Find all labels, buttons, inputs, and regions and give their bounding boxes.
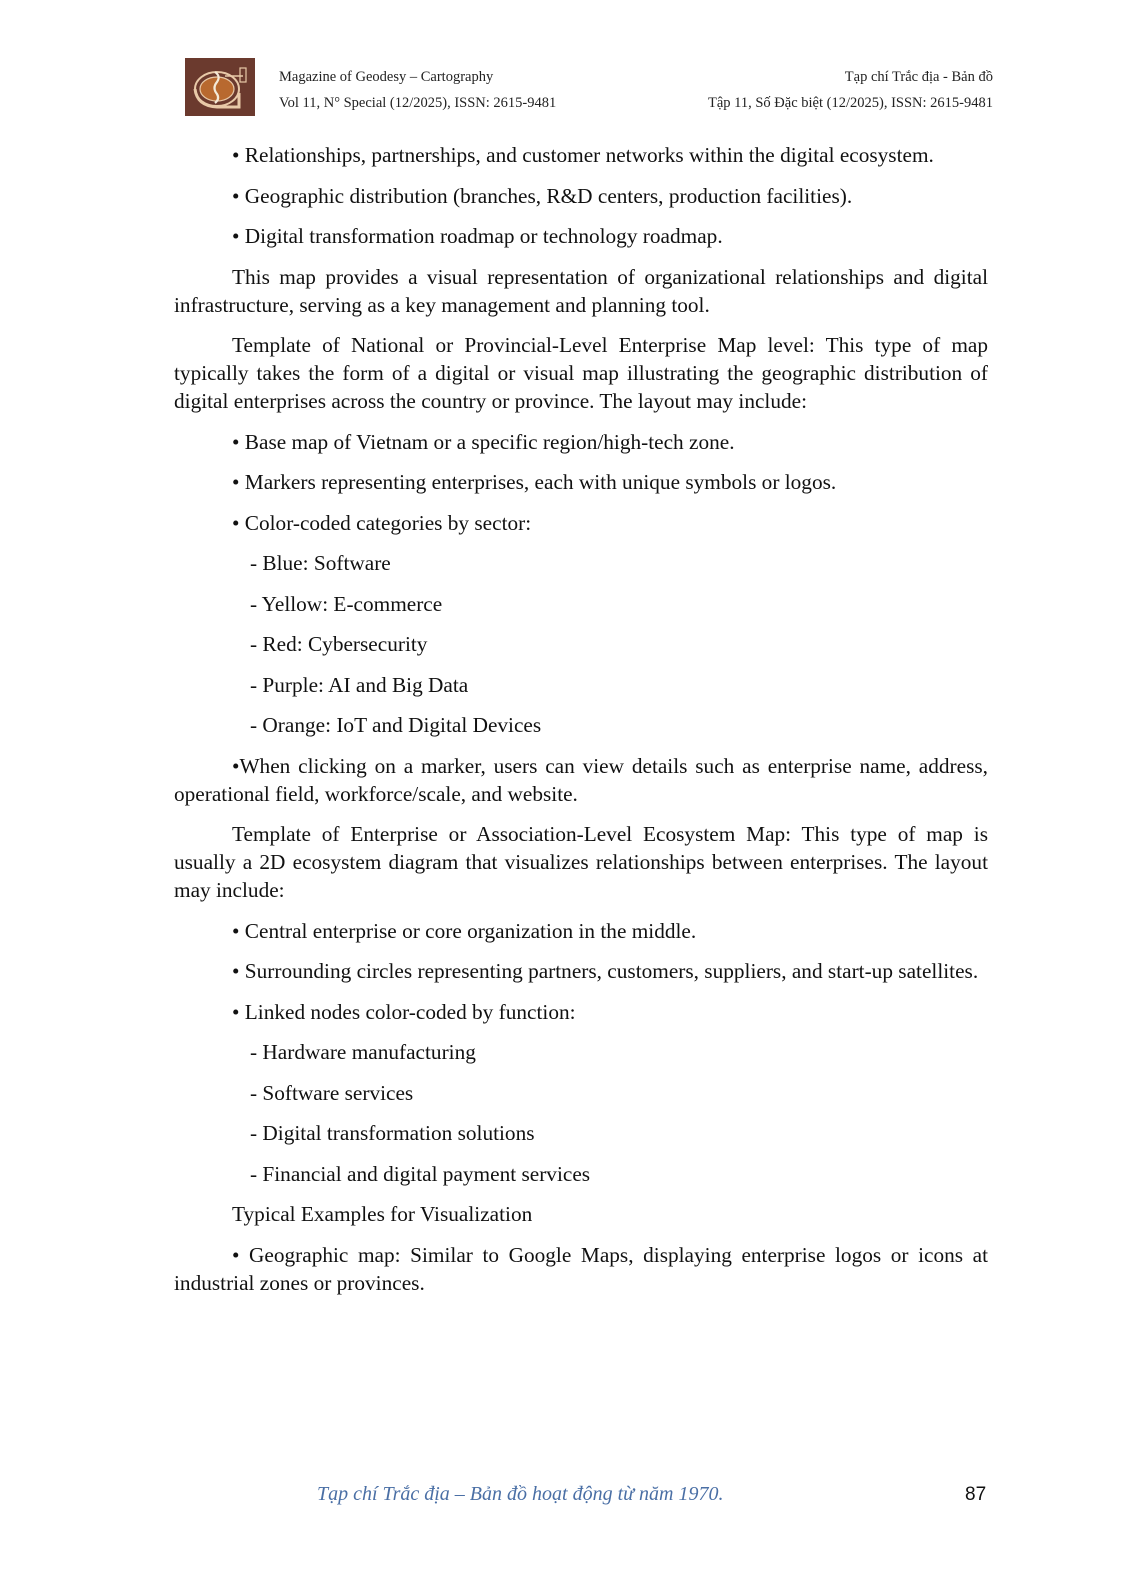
dash-item: - Red: Cybersecurity — [250, 632, 428, 656]
bullet-item: • Geographic distribution (branches, R&D centers, production facilities). — [232, 183, 853, 208]
paragraph: This map provides a visual representation of organizational relationships and digital infrastructure, serving as a key management and planning tool. — [174, 264, 988, 317]
journal-volume-en: Vol 11, N° Special (12/2025), ISSN: 2615-9481 — [279, 95, 557, 111]
journal-volume-vi: Tập 11, Số Đặc biệt (12/2025), ISSN: 2615-9481 — [707, 95, 993, 111]
bullet-item: • Color-coded categories by sector: — [232, 510, 532, 535]
dash-item: - Financial and digital payment services — [250, 1161, 591, 1186]
dash-item: - Orange: IoT and Digital Devices — [250, 713, 542, 737]
dash-item: - Purple: AI and Big Data — [250, 672, 469, 697]
bullet-item: • Linked nodes color-coded by function: — [232, 999, 576, 1024]
dash-item: - Digital transformation solutions — [250, 1121, 535, 1145]
dash-item: - Software services — [250, 1080, 414, 1105]
paragraph: Template of Enterprise or Association-Level Ecosystem Map: This type of map is usually a 2D ecosystem diagram that visualizes relationships between enterprises. The layout may include: — [174, 822, 988, 902]
journal-title-en: Magazine of Geodesy – Cartography — [279, 69, 494, 85]
bullet-item: • Markers representing enterprises, each with unique symbols or logos. — [232, 470, 837, 494]
dash-item: - Hardware manufacturing — [250, 1040, 476, 1064]
bullet-item: • Surrounding circles representing partners, customers, suppliers, and start-up satellites. — [232, 959, 979, 983]
header-left — [279, 64, 556, 116]
section-heading: Typical Examples for Visualization — [232, 1202, 533, 1226]
footer-tagline: Tạp chí Trắc địa – Bản đồ hoạt động từ năm 1970. — [317, 1483, 724, 1505]
journal-logo-icon — [185, 58, 255, 116]
bullet-item: • Geographic map: Similar to Google Maps, displaying enterprise logos or icons at industrial zones or provinces. — [174, 1242, 988, 1295]
body-text — [174, 141, 988, 1297]
bullet-item: • Relationships, partnerships, and customer networks within the digital ecosystem. — [232, 143, 934, 167]
bullet-item: • Base map of Vietnam or a specific region/high-tech zone. — [232, 429, 735, 454]
paragraph: Template of National or Provincial-Level Enterprise Map level: This type of map typically takes the form of a digital or visual map illustrating the geographic distribution of digital enterprises across the country or province. The layout may include: — [174, 333, 988, 413]
dash-item: - Yellow: E-commerce — [250, 591, 443, 616]
bullet-item: •When clicking on a marker, users can view details such as enterprise name, address, operational field, workforce/scale, and website. — [174, 753, 988, 806]
page-header — [185, 58, 993, 118]
dash-item: - Blue: Software — [250, 551, 391, 575]
header-right — [708, 64, 993, 116]
journal-title-vi: Tạp chí Trắc địa - Bản đồ — [844, 69, 993, 85]
page-number: 87 — [965, 1484, 987, 1505]
bullet-item: • Digital transformation roadmap or technology roadmap. — [232, 224, 723, 248]
bullet-item: • Central enterprise or core organization in the middle. — [232, 918, 697, 943]
